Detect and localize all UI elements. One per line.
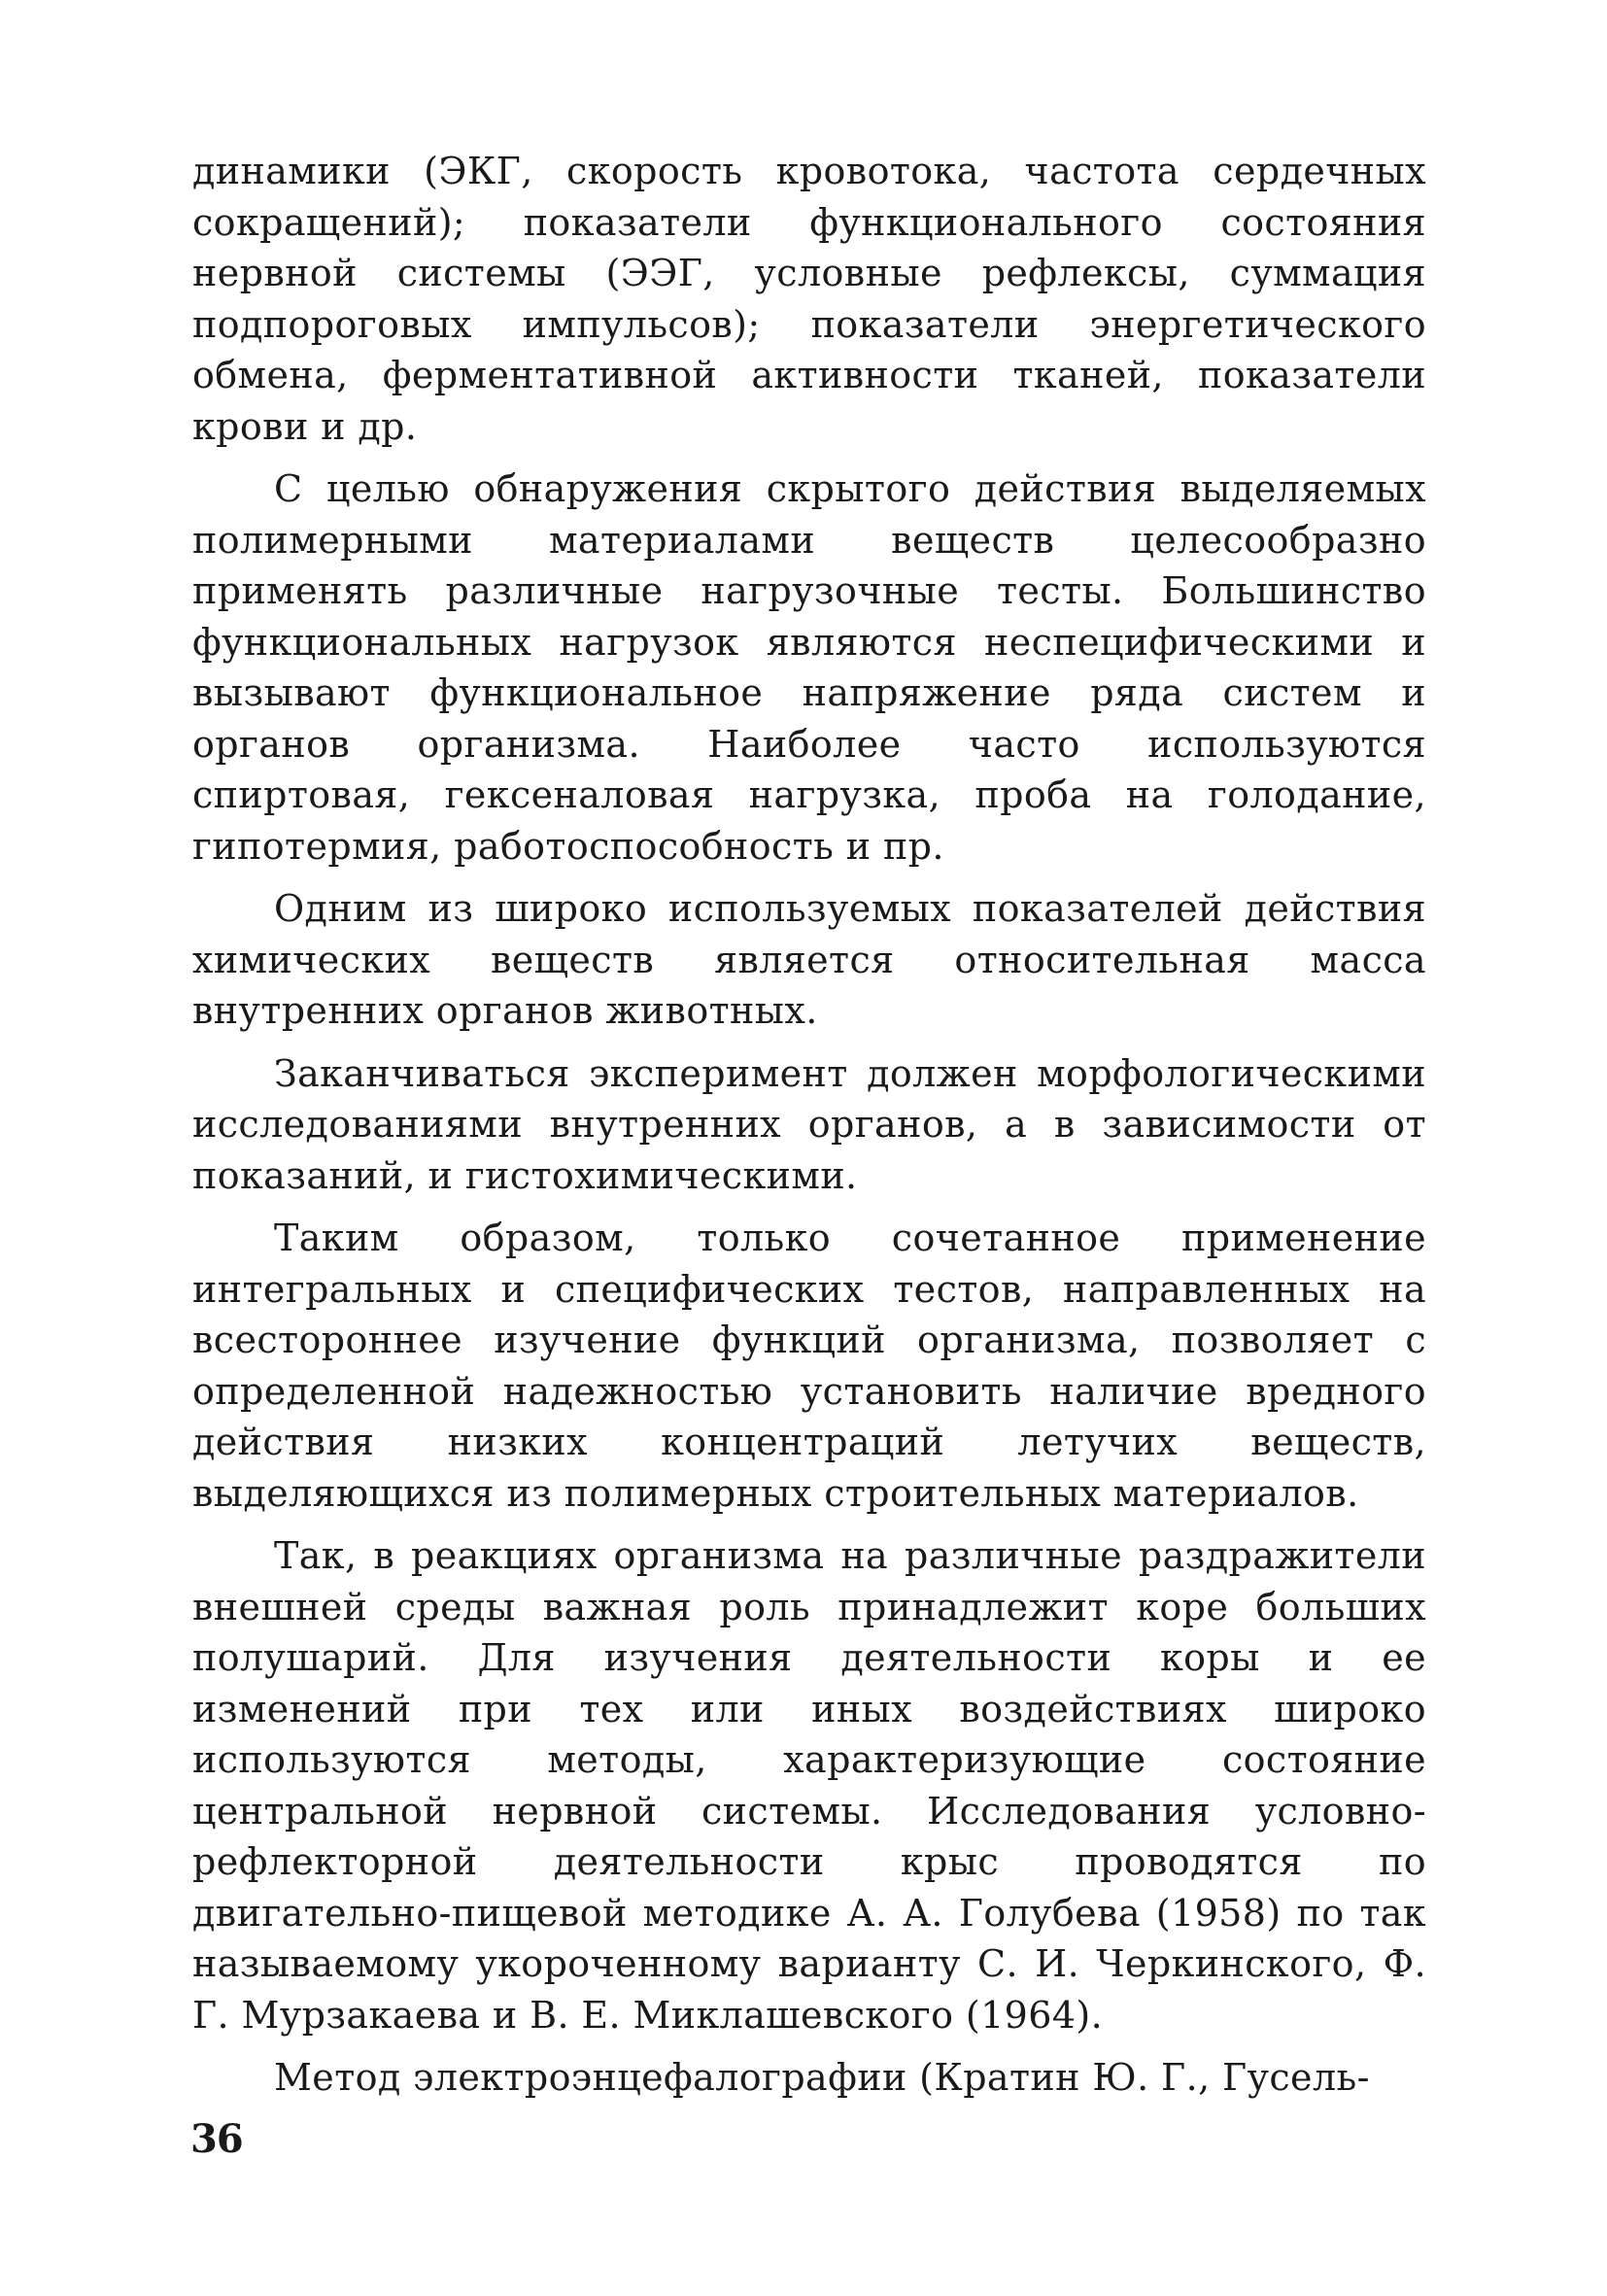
paragraph-3: Одним из широко используемых показателей действия химических веществ является относительная масса внутренних органов животных. [192,887,1426,1032]
paragraph-5: Таким образом, только сочетанное применение интегральных и специфических тестов, направленных на всестороннее изучение функций организма, позволяет с определенной надежностью установить наличие вредного действия низких концентраций летучих веществ, выделяющихся из полимерных строительных материалов. [192,1217,1426,1515]
body-text [192,146,1426,2115]
paragraph-1: динамики (ЭКГ, скорость кровотока, частота сердечных сокращений); показатели функционального состояния нервной системы (ЭЭГ, условные рефлексы, суммация подпороговых импульсов); показатели энергетического обмена, ферментативной активности тканей, показатели крови и др. [192,150,1426,448]
paragraph-6: Так, в реакциях организма на различные раздражители внешней среды важная роль принадлежит коре больших полушарий. Для изучения деятельности коры и ее изменений при тех или иных воздействиях широко используются методы, характеризующие состояние центральной нервной системы. Исследования условно-рефлекторной деятельности крыс проводятся по двигательно-пищевой методике А. А. Голубева (1958) по так называемому укороченному варианту С. И. Черкинского, Ф. Г. Мурзакаева и В. Е. Миклашевского (1964). [192,1534,1426,2037]
page-number: 36 [190,2116,243,2162]
paragraph-2: С целью обнаружения скрытого действия выделяемых полимерными материалами веществ целесообразно применять различные нагрузочные тесты. Большинство функциональных нагрузок являются неспецифическими и вызывают функциональное напряжение ряда систем и органов организма. Наиболее часто используются спиртовая, гексеналовая нагрузка, проба на голодание, гипотермия, работоспособность и пр. [192,467,1426,868]
paragraph-4: Заканчиваться эксперимент должен морфологическими исследованиями внутренних органов, а в зависимости от показаний, и гистохимическими. [192,1051,1426,1197]
paragraph-7: Метод электроэнцефалографии (Кратин Ю. Г., Гусель- [274,2056,1370,2099]
